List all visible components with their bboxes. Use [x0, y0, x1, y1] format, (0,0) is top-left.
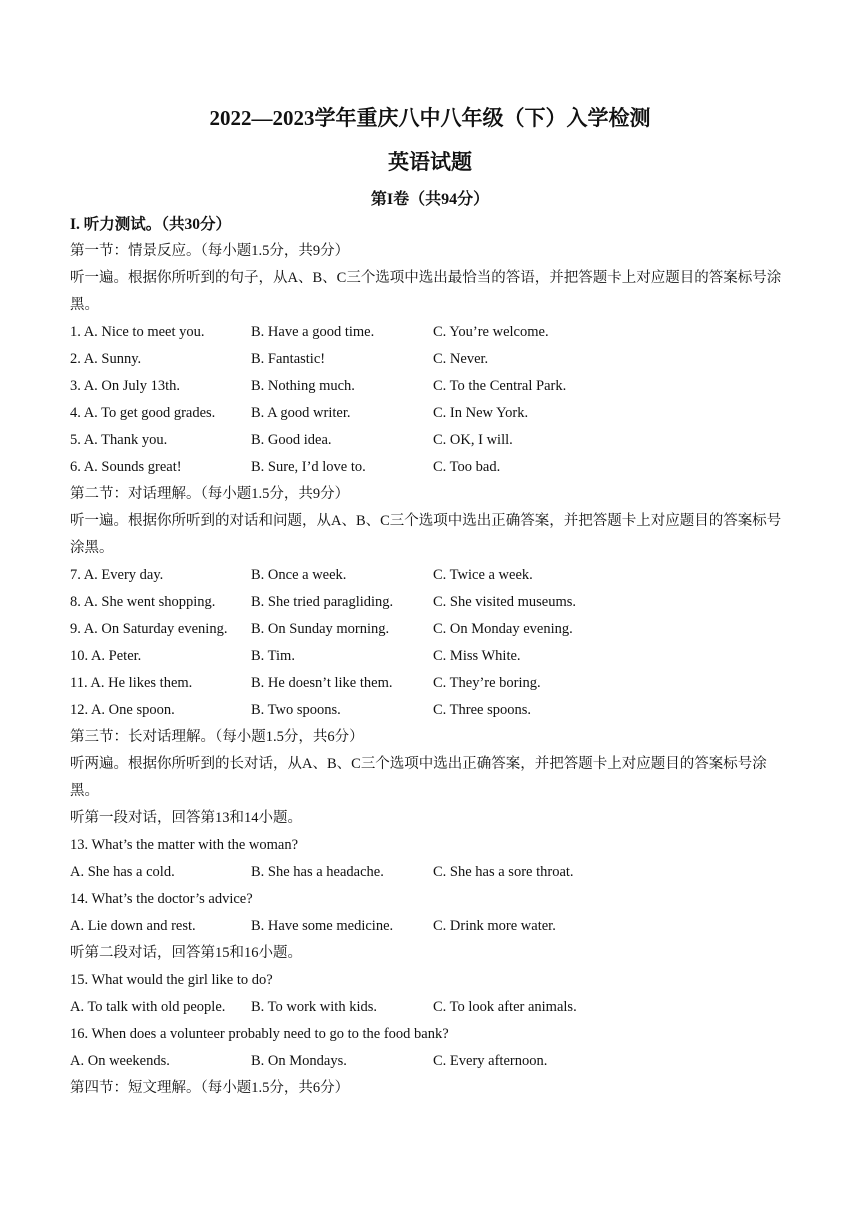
section-3-heading: 第三节：长对话理解。（每小题1.5分，共6分）	[70, 729, 364, 745]
option-b: B. Once a week.	[251, 567, 347, 583]
option-b: B. Tim.	[251, 648, 295, 664]
dialogue-1-note: 听第一段对话，回答第13和14小题。	[70, 810, 302, 826]
option-a: 9. A. On Saturday evening.	[70, 621, 228, 637]
option-b: B. He doesn’t like them.	[251, 675, 393, 691]
option-c: C. To the Central Park.	[433, 378, 567, 394]
option-c: C. Three spoons.	[433, 702, 532, 718]
option-c: C. OK, I will.	[433, 432, 513, 448]
question-16: 16. When does a volunteer probably need to go to the food bank?	[70, 1026, 449, 1042]
option-c: C. Twice a week.	[433, 567, 533, 583]
option-c: C. Never.	[433, 351, 489, 367]
option-a: 10. A. Peter.	[70, 648, 142, 664]
option-c: C. She has a sore throat.	[433, 864, 574, 880]
option-c: C. Every afternoon.	[433, 1053, 548, 1069]
exam-title: 2022—2023学年重庆八中八年级（下）入学检测	[209, 106, 651, 130]
option-a: A. Lie down and rest.	[70, 918, 196, 934]
option-a: 6. A. Sounds great!	[70, 459, 182, 475]
exam-subtitle: 英语试题	[388, 150, 472, 174]
option-b: B. To work with kids.	[251, 999, 378, 1015]
section-3-instructions: 听两遍。根据你所听到的长对话，从A、B、C三个选项中选出正确答案，并把答题卡上对应题目的答案标号涂黑。	[70, 756, 767, 799]
option-b: B. Have some medicine.	[251, 918, 394, 934]
option-a: 1. A. Nice to meet you.	[70, 324, 205, 340]
option-c: C. In New York.	[433, 405, 529, 421]
option-b: B. On Sunday morning.	[251, 621, 390, 637]
question-13: 13. What’s the matter with the woman?	[70, 837, 299, 853]
option-a: A. To talk with old people.	[70, 999, 226, 1015]
option-b: B. Nothing much.	[251, 378, 355, 394]
option-c: C. Miss White.	[433, 648, 521, 664]
option-a: A. On weekends.	[70, 1053, 170, 1069]
volume-heading: 第I卷（共94分）	[370, 191, 490, 208]
option-a: 3. A. On July 13th.	[70, 378, 180, 394]
option-c: C. You’re welcome.	[433, 324, 549, 340]
option-b: B. On Mondays.	[251, 1053, 347, 1069]
question-15: 15. What would the girl like to do?	[70, 972, 273, 988]
section-1-heading: 第一节：情景反应。（每小题1.5分，共9分）	[70, 243, 350, 259]
option-a: 12. A. One spoon.	[70, 702, 175, 718]
option-c: C. Drink more water.	[433, 918, 556, 934]
option-c: C. To look after animals.	[433, 999, 577, 1015]
option-b: B. Two spoons.	[251, 702, 341, 718]
option-b: B. She has a headache.	[251, 864, 384, 880]
dialogue-2-note: 听第二段对话，回答第15和16小题。	[70, 945, 302, 961]
option-c: C. On Monday evening.	[433, 621, 573, 637]
option-c: C. They’re boring.	[433, 675, 541, 691]
option-b: B. Fantastic!	[251, 351, 326, 367]
option-a: 2. A. Sunny.	[70, 351, 142, 367]
option-a: 5. A. Thank you.	[70, 432, 168, 448]
part-heading-listening: I. 听力测试。（共30分）	[70, 216, 232, 233]
option-c: C. Too bad.	[433, 459, 501, 475]
option-a: 11. A. He likes them.	[70, 675, 193, 691]
option-a: 4. A. To get good grades.	[70, 405, 216, 421]
option-b: B. A good writer.	[251, 405, 351, 421]
section-2-heading: 第二节：对话理解。（每小题1.5分，共9分）	[70, 486, 350, 502]
option-b: B. She tried paragliding.	[251, 594, 394, 610]
option-a: 7. A. Every day.	[70, 567, 164, 583]
section-2-instructions: 听一遍。根据你所听到的对话和问题，从A、B、C三个选项中选出正确答案，并把答题卡上对应题目的答案标号涂黑。	[70, 513, 782, 556]
option-a: 8. A. She went shopping.	[70, 594, 216, 610]
section-4-heading: 第四节：短文理解。（每小题1.5分，共6分）	[70, 1080, 350, 1096]
option-a: A. She has a cold.	[70, 864, 175, 880]
question-14: 14. What’s the doctor’s advice?	[70, 891, 253, 907]
section-1-instructions: 听一遍。根据你所听到的句子，从A、B、C三个选项中选出最恰当的答语，并把答题卡上对应题目的答案标号涂黑。	[70, 270, 782, 313]
option-c: C. She visited museums.	[433, 594, 576, 610]
option-b: B. Have a good time.	[251, 324, 375, 340]
option-b: B. Good idea.	[251, 432, 332, 448]
option-b: B. Sure, I’d love to.	[251, 459, 366, 475]
